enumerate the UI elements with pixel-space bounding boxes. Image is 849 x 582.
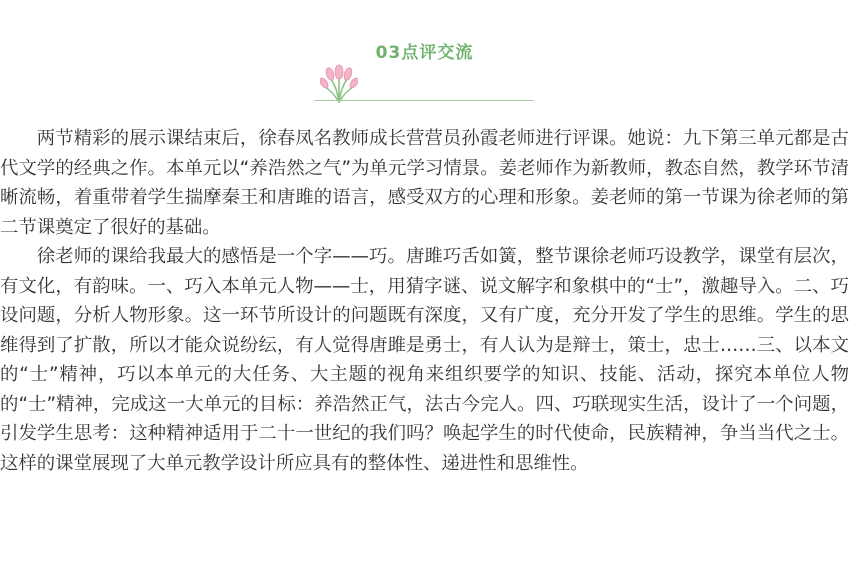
title-divider [314,100,534,101]
paragraph-review-intro: 两节精彩的展示课结束后，徐春凤名教师成长营营员孙霞老师进行评课。她说：九下第三单元都是古代文学的经典之作。本单元以“养浩然之气”为单元学习情景。姜老师作为新教师，教态自然，教学环节清晰流畅，着重带着学生揣摩秦王和唐雎的语言，感受双方的心理和形象。姜老师的第一节课为徐老师的第二节课奠定了很好的基础。 [0,128,849,238]
paragraph-review-detail: 徐老师的课给我最大的感悟是一个字——巧。唐雎巧舌如簧，整节课徐老师巧设教学，课堂有层次，有文化，有韵味。一、巧入本单元人物——士，用猜字谜、说文解字和象棋中的“士”，激趣导入。二、巧设问题，分析人物形象。这一环节所设计的问题既有深度，又有广度，充分开发了学生的思维。学生的思维得到了扩散，所以才能众说纷纭，有人觉得唐雎是勇士，有人认为是辩士，策士，忠士……三、以本文的“士”精神，巧以本单元的大任务、大主题的视角来组织要学的知识、技能、活动，探究本单位人物的“士”精神，完成这一大单元的目标：养浩然正气，法古今完人。四、巧联现实生活，设计了一个问题，引发学生思考：这种精神适用于二十一世纪的我们吗？唤起学生的时代使命，民族精神，争当当代之士。这样的课堂展现了大单元教学设计所应具有的整体性、递进性和思维性。 [0,246,849,474]
article-body [0,124,849,478]
flower-icon [320,60,358,104]
section-title: 03点评交流 [375,43,474,63]
section-header [0,0,849,110]
